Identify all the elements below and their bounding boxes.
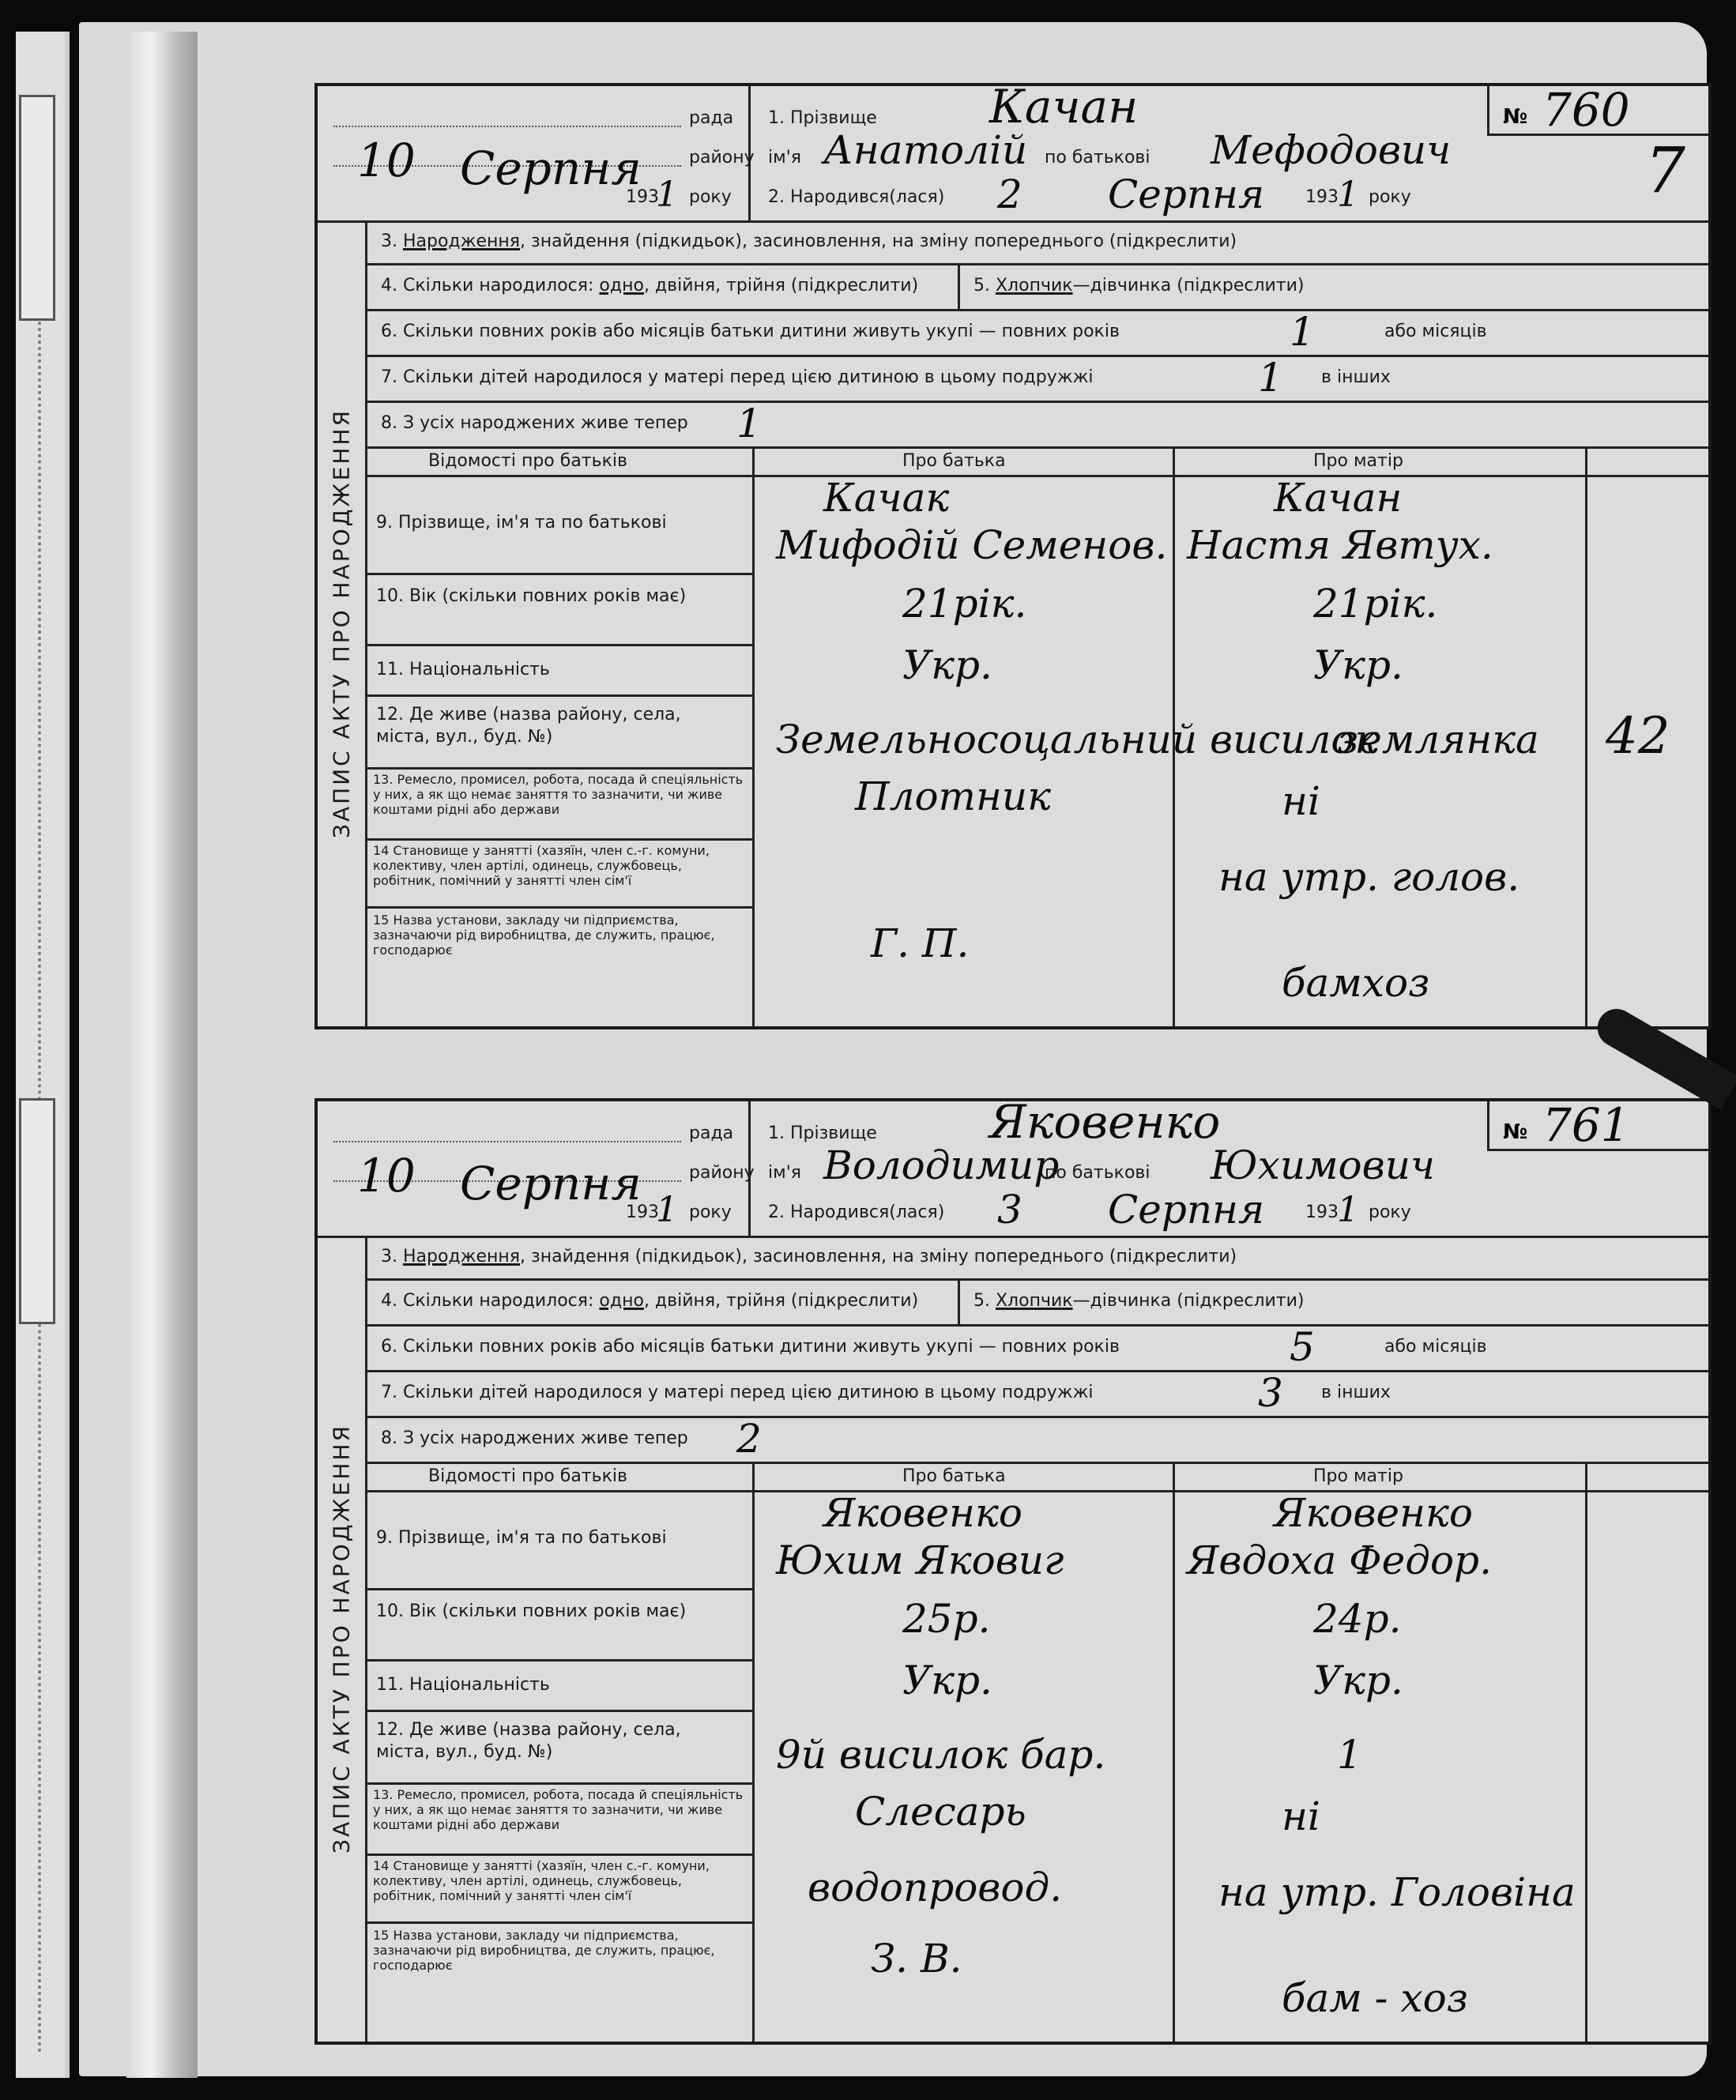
label-name: ім'я bbox=[768, 1163, 801, 1183]
mother-nationality: Укр. bbox=[1313, 1658, 1403, 1703]
birth-record-card bbox=[314, 1095, 1712, 2045]
mother-trade: ні bbox=[1282, 1793, 1320, 1839]
father-nationality: Укр. bbox=[902, 642, 992, 688]
row12-label: 12. Де живе (назва району, села, міста, вул., буд. №) bbox=[376, 1720, 681, 1762]
row13-label: 13. Ремесло, промисел, робота, посада й спеціяльність у них, а як що немає заняття то зазначити, чи живе коштами рідні або держави bbox=[373, 772, 744, 817]
record-number: 761 bbox=[1542, 1098, 1630, 1152]
row15-label: 15 Назва установи, закладу чи підприємства, зазначаючи рід виробництва, де служить, працює, господарює bbox=[373, 913, 715, 958]
item7-label: 7. Скільки дітей народилося у матері перед цією дитиною в цьому подружжі bbox=[381, 367, 1094, 387]
registration-day: 10 bbox=[357, 134, 416, 187]
row-item4: 4. Скільки народилося: одно, двійня, трійня (підкреслити) 5. Хлопчик—дівчинка (підкреслити) bbox=[365, 1278, 1708, 1327]
mother-nationality: Укр. bbox=[1313, 642, 1403, 688]
item4-selected: одно bbox=[599, 276, 644, 295]
children-before: 1 bbox=[1258, 355, 1283, 401]
item6-months-label: або місяців bbox=[1384, 1337, 1487, 1357]
mother-name: Настя Явтух. bbox=[1187, 522, 1493, 568]
residence: 9й висилок бар. bbox=[776, 1732, 1106, 1778]
row-item8 bbox=[365, 401, 1708, 449]
label-roku: року bbox=[689, 1202, 732, 1222]
row10-label: 10. Вік (скільки повних років має) bbox=[376, 1601, 687, 1621]
sidebar-title: ЗАПИС АКТУ ПРО НАРОДЖЕННЯ bbox=[328, 408, 355, 838]
mother-org: бамхоз bbox=[1282, 960, 1430, 1006]
page-fold bbox=[126, 32, 198, 2078]
record-number: 760 bbox=[1542, 83, 1630, 137]
row12-label: 12. Де живе (назва району, села, міста, вул., буд. №) bbox=[376, 705, 681, 747]
parents-table bbox=[365, 446, 1708, 1026]
father-name: Юхим Яковиг bbox=[776, 1537, 1064, 1583]
birth-day: 2 bbox=[997, 171, 1022, 217]
binding-tab-bottom bbox=[19, 1098, 55, 1324]
label-rada: рада bbox=[689, 108, 734, 128]
record-sidebar bbox=[318, 220, 367, 1026]
row14-label: 14 Становище у занятті (хазяїн, член с.-г. комуни, колективу, член артілі, одинець, службовець, робітник, помічний у занятті член сім'ї bbox=[373, 1858, 710, 1903]
registration-day: 10 bbox=[357, 1149, 416, 1202]
col-info-header: Відомості про батьків bbox=[428, 1466, 627, 1486]
item7-other-label: в інших bbox=[1321, 367, 1391, 387]
item7-other-label: в інших bbox=[1321, 1383, 1391, 1402]
item5-selected: Хлопчик bbox=[995, 1291, 1073, 1311]
father-age: 25р. bbox=[902, 1596, 991, 1642]
label-number: № bbox=[1503, 1120, 1528, 1144]
sidebar-title: ЗАПИС АКТУ ПРО НАРОДЖЕННЯ bbox=[328, 1424, 355, 1853]
row9-label: 9. Прізвище, ім'я та по батькові bbox=[376, 1528, 667, 1548]
item8-label: 8. З усіх народжених живе тепер bbox=[381, 1428, 688, 1448]
item7-label: 7. Скільки дітей народилося у матері перед цією дитиною в цьому подружжі bbox=[381, 1383, 1094, 1402]
alive-now: 2 bbox=[736, 1416, 762, 1462]
mother-trade: ні bbox=[1282, 778, 1320, 824]
row10-label: 10. Вік (скільки повних років має) bbox=[376, 586, 687, 606]
row11-label: 11. Національність bbox=[376, 1675, 550, 1695]
binding-strip bbox=[16, 32, 70, 2078]
residence-extra: 1 bbox=[1337, 1732, 1362, 1778]
father-nationality: Укр. bbox=[902, 1658, 992, 1703]
mother-status: на утр. Головіна bbox=[1218, 1869, 1576, 1915]
father-status: водопровод. bbox=[808, 1865, 1063, 1910]
birth-year-digit: 1 bbox=[1337, 175, 1359, 215]
registration-year-digit: 1 bbox=[656, 175, 678, 215]
mother-name: Явдоха Федор. bbox=[1187, 1537, 1492, 1583]
house-number: 42 bbox=[1606, 707, 1670, 766]
birth-month: Серпня bbox=[1108, 1187, 1265, 1233]
child-patronymic: Мефодович bbox=[1211, 127, 1452, 173]
label-name: ім'я bbox=[768, 148, 801, 167]
mother-org: бам - хоз bbox=[1282, 1975, 1469, 2021]
label-roku: року bbox=[689, 187, 732, 207]
row-item3: 3. Народження, знайдення (підкидьок), засиновлення, на зміну попереднього (підкреслити) bbox=[365, 220, 1708, 265]
years-together: 5 bbox=[1290, 1324, 1315, 1370]
record-sidebar bbox=[318, 1236, 367, 2042]
row-item6 bbox=[365, 1324, 1708, 1372]
residence: Земельносоцальний висилок bbox=[776, 717, 1379, 762]
label-patronymic: по батькові bbox=[1045, 1163, 1150, 1183]
birth-month: Серпня bbox=[1108, 171, 1265, 217]
col-mother-header: Про матір bbox=[1313, 1466, 1403, 1486]
label-number: № bbox=[1503, 105, 1528, 129]
father-trade: Плотник bbox=[855, 773, 1051, 819]
mother-age: 21рік. bbox=[1313, 581, 1438, 627]
item3-selected: Народження bbox=[402, 231, 521, 251]
mother-surname: Качан bbox=[1274, 475, 1403, 521]
label-rayonu: району bbox=[689, 1163, 755, 1183]
row14-label: 14 Становище у занятті (хазяїн, член с.-г. комуни, колективу, член артілі, одинець, службовець, робітник, помічний у занятті член сім'ї bbox=[373, 843, 710, 888]
row-item4: 4. Скільки народилося: одно, двійня, трійня (підкреслити) 5. Хлопчик—дівчинка (підкреслити) bbox=[365, 263, 1708, 311]
label-patronymic: по батькові bbox=[1045, 148, 1150, 167]
item6-label: 6. Скільки повних років або місяців батьки дитини живуть укупі — повних років bbox=[381, 1337, 1120, 1357]
children-before: 3 bbox=[1258, 1370, 1283, 1416]
col-info-header: Відомості про батьків bbox=[428, 451, 627, 471]
col-father-header: Про батька bbox=[902, 451, 1006, 471]
record-header bbox=[318, 80, 1708, 223]
birth-record-card bbox=[314, 80, 1712, 1029]
label-birth-year: 193 bbox=[1305, 1202, 1339, 1222]
mother-status: на утр. голов. bbox=[1218, 854, 1520, 900]
label-surname: 1. Прізвище bbox=[768, 108, 877, 128]
label-year: 193 bbox=[626, 1202, 659, 1222]
label-birth-roku: року bbox=[1369, 1202, 1411, 1222]
label-year: 193 bbox=[626, 187, 659, 207]
child-surname: Яковенко bbox=[989, 1095, 1221, 1149]
item5-selected: Хлопчик bbox=[995, 276, 1073, 295]
row11-label: 11. Національність bbox=[376, 660, 550, 679]
parents-table bbox=[365, 1462, 1708, 2042]
father-org: Г. П. bbox=[871, 920, 970, 966]
row9-label: 9. Прізвище, ім'я та по батькові bbox=[376, 513, 667, 533]
mother-age: 24р. bbox=[1313, 1596, 1402, 1642]
label-rada: рада bbox=[689, 1123, 734, 1143]
father-trade: Слесарь bbox=[855, 1789, 1026, 1835]
label-birth-year: 193 bbox=[1305, 187, 1339, 207]
item6-label: 6. Скільки повних років або місяців батьки дитини живуть укупі — повних років bbox=[381, 322, 1120, 341]
binding-tab-top bbox=[19, 95, 55, 321]
binding-stitching bbox=[38, 95, 41, 2054]
child-name: Анатолій bbox=[823, 127, 1028, 173]
row13-label: 13. Ремесло, промисел, робота, посада й спеціяльність у них, а як що немає заняття то зазначити, чи живе коштами рідні або держави bbox=[373, 1787, 744, 1832]
mother-surname: Яковенко bbox=[1274, 1490, 1473, 1536]
label-birth-roku: року bbox=[1369, 187, 1411, 207]
residence-extra: землянка bbox=[1337, 717, 1539, 762]
item8-label: 8. З усіх народжених живе тепер bbox=[381, 413, 688, 433]
father-surname: Качак bbox=[823, 475, 950, 521]
registration-month: Серпня bbox=[460, 141, 642, 195]
row-item7 bbox=[365, 1370, 1708, 1418]
father-age: 21рік. bbox=[902, 581, 1027, 627]
corner-mark: 7 bbox=[1645, 134, 1685, 207]
item3-selected: Народження bbox=[402, 1247, 521, 1266]
row15-label: 15 Назва установи, закладу чи підприємства, зазначаючи рід виробництва, де служить, працює, господарює bbox=[373, 1928, 715, 1973]
father-name: Мифодій Семенов. bbox=[776, 522, 1168, 568]
father-org: З. В. bbox=[871, 1936, 962, 1981]
years-together: 1 bbox=[1290, 309, 1315, 355]
item6-months-label: або місяців bbox=[1384, 322, 1487, 341]
father-surname: Яковенко bbox=[823, 1490, 1022, 1536]
label-rayonu: району bbox=[689, 148, 755, 167]
child-patronymic: Юхимович bbox=[1211, 1142, 1436, 1188]
label-surname: 1. Прізвище bbox=[768, 1123, 877, 1143]
row-item8 bbox=[365, 1416, 1708, 1464]
col-mother-header: Про матір bbox=[1313, 451, 1403, 471]
label-born: 2. Народився(лася) bbox=[768, 187, 945, 207]
alive-now: 1 bbox=[736, 401, 762, 446]
row-item7 bbox=[365, 355, 1708, 403]
child-surname: Качан bbox=[989, 80, 1139, 134]
col-father-header: Про батька bbox=[902, 1466, 1006, 1486]
row-item6 bbox=[365, 309, 1708, 357]
label-born: 2. Народився(лася) bbox=[768, 1202, 945, 1222]
registration-month: Серпня bbox=[460, 1157, 642, 1210]
birth-day: 3 bbox=[997, 1187, 1022, 1233]
registration-year-digit: 1 bbox=[656, 1190, 678, 1230]
row-item3: 3. Народження, знайдення (підкидьок), засиновлення, на зміну попереднього (підкреслити) bbox=[365, 1236, 1708, 1281]
record-header bbox=[318, 1095, 1708, 1238]
item4-selected: одно bbox=[599, 1291, 644, 1311]
birth-year-digit: 1 bbox=[1337, 1190, 1359, 1230]
child-name: Володимир bbox=[823, 1142, 1060, 1188]
